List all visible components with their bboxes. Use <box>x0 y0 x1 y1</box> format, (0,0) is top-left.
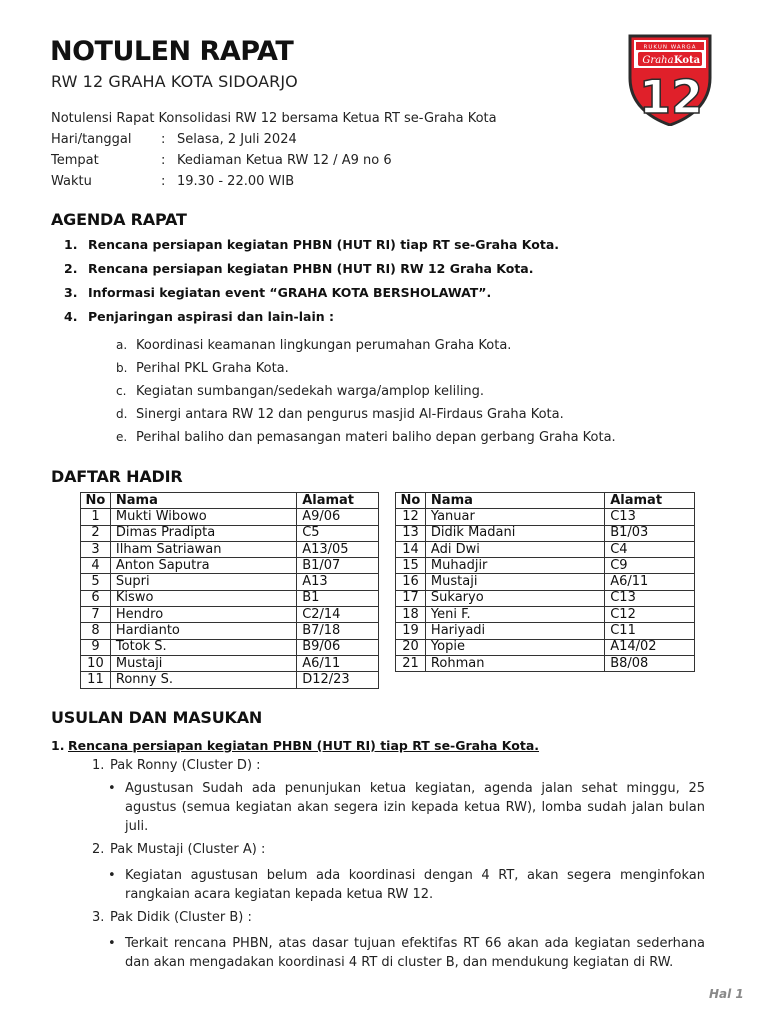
cell-no: 16 <box>396 574 426 590</box>
cell-alamat: C5 <box>297 525 379 541</box>
col-header-nama: Nama <box>425 493 604 509</box>
agenda-sub-item <box>116 336 616 359</box>
info-separator: : <box>161 153 166 168</box>
cell-nama: Hardianto <box>110 623 296 639</box>
table-row <box>81 607 379 623</box>
cell-nama: Mustaji <box>425 574 604 590</box>
bullet-text: Kegiatan agustusan belum ada koordinasi dengan 4 RT, akan segera menginfokan rangkaian acara kegiatan kepada ketua RW 12. <box>125 868 705 902</box>
cell-nama: Ronny S. <box>110 672 296 688</box>
usulan-heading: USULAN DAN MASUKAN <box>51 708 263 727</box>
table-header-row <box>396 493 695 509</box>
cell-alamat: B8/08 <box>605 655 695 671</box>
agenda-heading: AGENDA RAPAT <box>51 210 187 229</box>
cell-no: 5 <box>81 574 111 590</box>
table-row <box>396 655 695 671</box>
table-row <box>396 590 695 606</box>
meeting-description: Notulensi Rapat Konsolidasi RW 12 bersama Ketua RT se-Graha Kota <box>51 111 497 126</box>
agenda-num: 2. <box>64 261 78 276</box>
cell-no: 17 <box>396 590 426 606</box>
agenda-text: Informasi kegiatan event “GRAHA KOTA BERSHOLAWAT”. <box>88 285 492 300</box>
cell-no: 7 <box>81 607 111 623</box>
cell-nama: Sukaryo <box>425 590 604 606</box>
table-row <box>396 558 695 574</box>
agenda-item <box>64 236 559 260</box>
meeting-row-time <box>51 171 497 192</box>
cell-nama: Totok S. <box>110 639 296 655</box>
table-row <box>396 574 695 590</box>
sub-text: Sinergi antara RW 12 dan pengurus masjid Al-Firdaus Graha Kota. <box>136 407 564 422</box>
cell-alamat: A13/05 <box>297 541 379 557</box>
agenda-sub-item <box>116 382 616 405</box>
cell-no: 3 <box>81 541 111 557</box>
cell-nama: Dimas Pradipta <box>110 525 296 541</box>
sub-text: Perihal PKL Graha Kota. <box>136 361 289 376</box>
person-name: Pak Ronny (Cluster D) : <box>110 758 261 773</box>
agenda-text: Rencana persiapan kegiatan PHBN (HUT RI) RW 12 Graha Kota. <box>88 261 534 276</box>
table-row <box>396 639 695 655</box>
sub-text: Kegiatan sumbangan/sedekah warga/amplop keliling. <box>136 384 485 399</box>
cell-nama: Yeni F. <box>425 607 604 623</box>
cell-no: 12 <box>396 509 426 525</box>
cell-nama: Mustaji <box>110 655 296 671</box>
logo-brand-b: Kota <box>673 55 701 66</box>
agenda-item <box>64 260 559 284</box>
cell-alamat: A6/11 <box>605 574 695 590</box>
cell-alamat: C2/14 <box>297 607 379 623</box>
cell-no: 18 <box>396 607 426 623</box>
cell-nama: Rohman <box>425 655 604 671</box>
cell-alamat: D12/23 <box>297 672 379 688</box>
bullet-dot: • <box>108 781 116 796</box>
cell-nama: Hariyadi <box>425 623 604 639</box>
cell-nama: Anton Saputra <box>110 558 296 574</box>
table-row <box>396 509 695 525</box>
attendance-table-right <box>395 492 695 672</box>
cell-alamat: A14/02 <box>605 639 695 655</box>
table-row <box>81 574 379 590</box>
cell-alamat: A9/06 <box>297 509 379 525</box>
agenda-num: 3. <box>64 285 78 300</box>
col-header-no: No <box>81 493 111 509</box>
bullet-text: Agustusan Sudah ada penunjukan ketua kegiatan, agenda jalan sehat minggu, 25 agustus (semua kegiatan akan segera izin kepada ketua RW), lomba sudah jalan bulan juli. <box>125 781 705 834</box>
sub-letter: e. <box>116 430 128 444</box>
table-row <box>81 525 379 541</box>
page-number: Hal 1 <box>709 987 744 1001</box>
cell-no: 15 <box>396 558 426 574</box>
sub-text: Koordinasi keamanan lingkungan perumahan Graha Kota. <box>136 338 512 353</box>
agenda-item <box>64 284 559 308</box>
cell-nama: Didik Madani <box>425 525 604 541</box>
cell-alamat: B1/03 <box>605 525 695 541</box>
cell-alamat: C13 <box>605 590 695 606</box>
cell-alamat: A13 <box>297 574 379 590</box>
cell-alamat: B9/06 <box>297 639 379 655</box>
sub-letter: d. <box>116 407 128 421</box>
cell-no: 19 <box>396 623 426 639</box>
info-label: Tempat <box>51 153 99 168</box>
cell-no: 6 <box>81 590 111 606</box>
cell-no: 1 <box>81 509 111 525</box>
table-row <box>396 623 695 639</box>
cell-nama: Adi Dwi <box>425 541 604 557</box>
cell-nama: Kiswo <box>110 590 296 606</box>
agenda-sub-list <box>116 336 616 451</box>
usulan-section-num: 1. <box>51 738 65 753</box>
cell-no: 8 <box>81 623 111 639</box>
bullet-dot: • <box>108 936 116 951</box>
cell-no: 21 <box>396 655 426 671</box>
logo-number: 12 <box>638 70 704 124</box>
person-num: 1. <box>92 758 105 773</box>
meeting-info <box>51 108 497 192</box>
cell-nama: Supri <box>110 574 296 590</box>
usulan-bullet <box>108 866 705 904</box>
agenda-num: 1. <box>64 237 78 252</box>
meeting-row-date <box>51 129 497 150</box>
cell-nama: Yopie <box>425 639 604 655</box>
agenda-sub-item <box>116 359 616 382</box>
bullet-text: Terkait rencana PHBN, atas dasar tujuan efektifas RT 66 akan ada kegiatan sederhana dan akan mengadakan koordinasi 4 RT di cluster B, dan mendukung kegiatan di RW. <box>125 936 705 970</box>
logo-top-text: RUKUN WARGA <box>643 44 697 51</box>
table-row <box>81 639 379 655</box>
cell-nama: Hendro <box>110 607 296 623</box>
col-header-nama: Nama <box>110 493 296 509</box>
cell-alamat: B1/07 <box>297 558 379 574</box>
cell-no: 9 <box>81 639 111 655</box>
attendance-heading: DAFTAR HADIR <box>51 467 183 486</box>
cell-alamat: C11 <box>605 623 695 639</box>
cell-nama: Muhadjir <box>425 558 604 574</box>
table-row <box>396 525 695 541</box>
info-separator: : <box>161 132 166 147</box>
bullet-dot: • <box>108 868 116 883</box>
info-value: 19.30 - 22.00 WIB <box>177 174 295 189</box>
cell-no: 14 <box>396 541 426 557</box>
table-row <box>81 590 379 606</box>
cell-alamat: A6/11 <box>297 655 379 671</box>
agenda-sub-item <box>116 428 616 451</box>
sub-letter: c. <box>116 384 127 398</box>
agenda-text: Rencana persiapan kegiatan PHBN (HUT RI) tiap RT se-Graha Kota. <box>88 237 560 252</box>
cell-alamat: C4 <box>605 541 695 557</box>
cell-no: 11 <box>81 672 111 688</box>
usulan-section-title <box>51 738 539 753</box>
agenda-list <box>64 236 559 332</box>
cell-nama: Ilham Satriawan <box>110 541 296 557</box>
usulan-person <box>92 758 261 773</box>
document-title: NOTULEN RAPAT <box>50 36 294 67</box>
usulan-section-text: Rencana persiapan kegiatan PHBN (HUT RI) tiap RT se-Graha Kota. <box>68 738 540 753</box>
usulan-person <box>92 910 252 925</box>
person-num: 3. <box>92 910 105 925</box>
info-value: Kediaman Ketua RW 12 / A9 no 6 <box>177 153 392 168</box>
table-row <box>396 607 695 623</box>
table-row <box>81 558 379 574</box>
cell-no: 10 <box>81 655 111 671</box>
cell-no: 4 <box>81 558 111 574</box>
info-separator: : <box>161 174 166 189</box>
cell-alamat: C9 <box>605 558 695 574</box>
table-row <box>81 541 379 557</box>
agenda-item <box>64 308 559 332</box>
rw12-logo <box>626 34 714 126</box>
table-row <box>81 509 379 525</box>
cell-alamat: C13 <box>605 509 695 525</box>
agenda-num: 4. <box>64 309 78 324</box>
table-header-row <box>81 493 379 509</box>
sub-letter: b. <box>116 361 128 375</box>
cell-alamat: B7/18 <box>297 623 379 639</box>
person-name: Pak Mustaji (Cluster A) : <box>110 842 266 857</box>
sub-text: Perihal baliho dan pemasangan materi baliho depan gerbang Graha Kota. <box>136 430 616 445</box>
person-name: Pak Didik (Cluster B) : <box>110 910 252 925</box>
cell-alamat: B1 <box>297 590 379 606</box>
document-subtitle: RW 12 GRAHA KOTA SIDOARJO <box>51 72 298 91</box>
table-row <box>81 623 379 639</box>
logo-brand-a: Graha <box>642 55 674 66</box>
usulan-bullet <box>108 934 705 972</box>
col-header-alamat: Alamat <box>605 493 695 509</box>
cell-alamat: C12 <box>605 607 695 623</box>
cell-nama: Yanuar <box>425 509 604 525</box>
info-value: Selasa, 2 Juli 2024 <box>177 132 297 147</box>
table-row <box>81 655 379 671</box>
col-header-alamat: Alamat <box>297 493 379 509</box>
cell-no: 20 <box>396 639 426 655</box>
usulan-bullet <box>108 779 705 836</box>
agenda-text: Penjaringan aspirasi dan lain-lain : <box>88 309 335 324</box>
sub-letter: a. <box>116 338 128 352</box>
table-row <box>396 541 695 557</box>
meeting-row-place <box>51 150 497 171</box>
cell-nama: Mukti Wibowo <box>110 509 296 525</box>
attendance-table-left <box>80 492 379 689</box>
table-row <box>81 672 379 688</box>
cell-no: 13 <box>396 525 426 541</box>
col-header-no: No <box>396 493 426 509</box>
agenda-sub-item <box>116 405 616 428</box>
usulan-person <box>92 842 265 857</box>
info-label: Waktu <box>51 174 92 189</box>
info-label: Hari/tanggal <box>51 132 132 147</box>
person-num: 2. <box>92 842 105 857</box>
cell-no: 2 <box>81 525 111 541</box>
